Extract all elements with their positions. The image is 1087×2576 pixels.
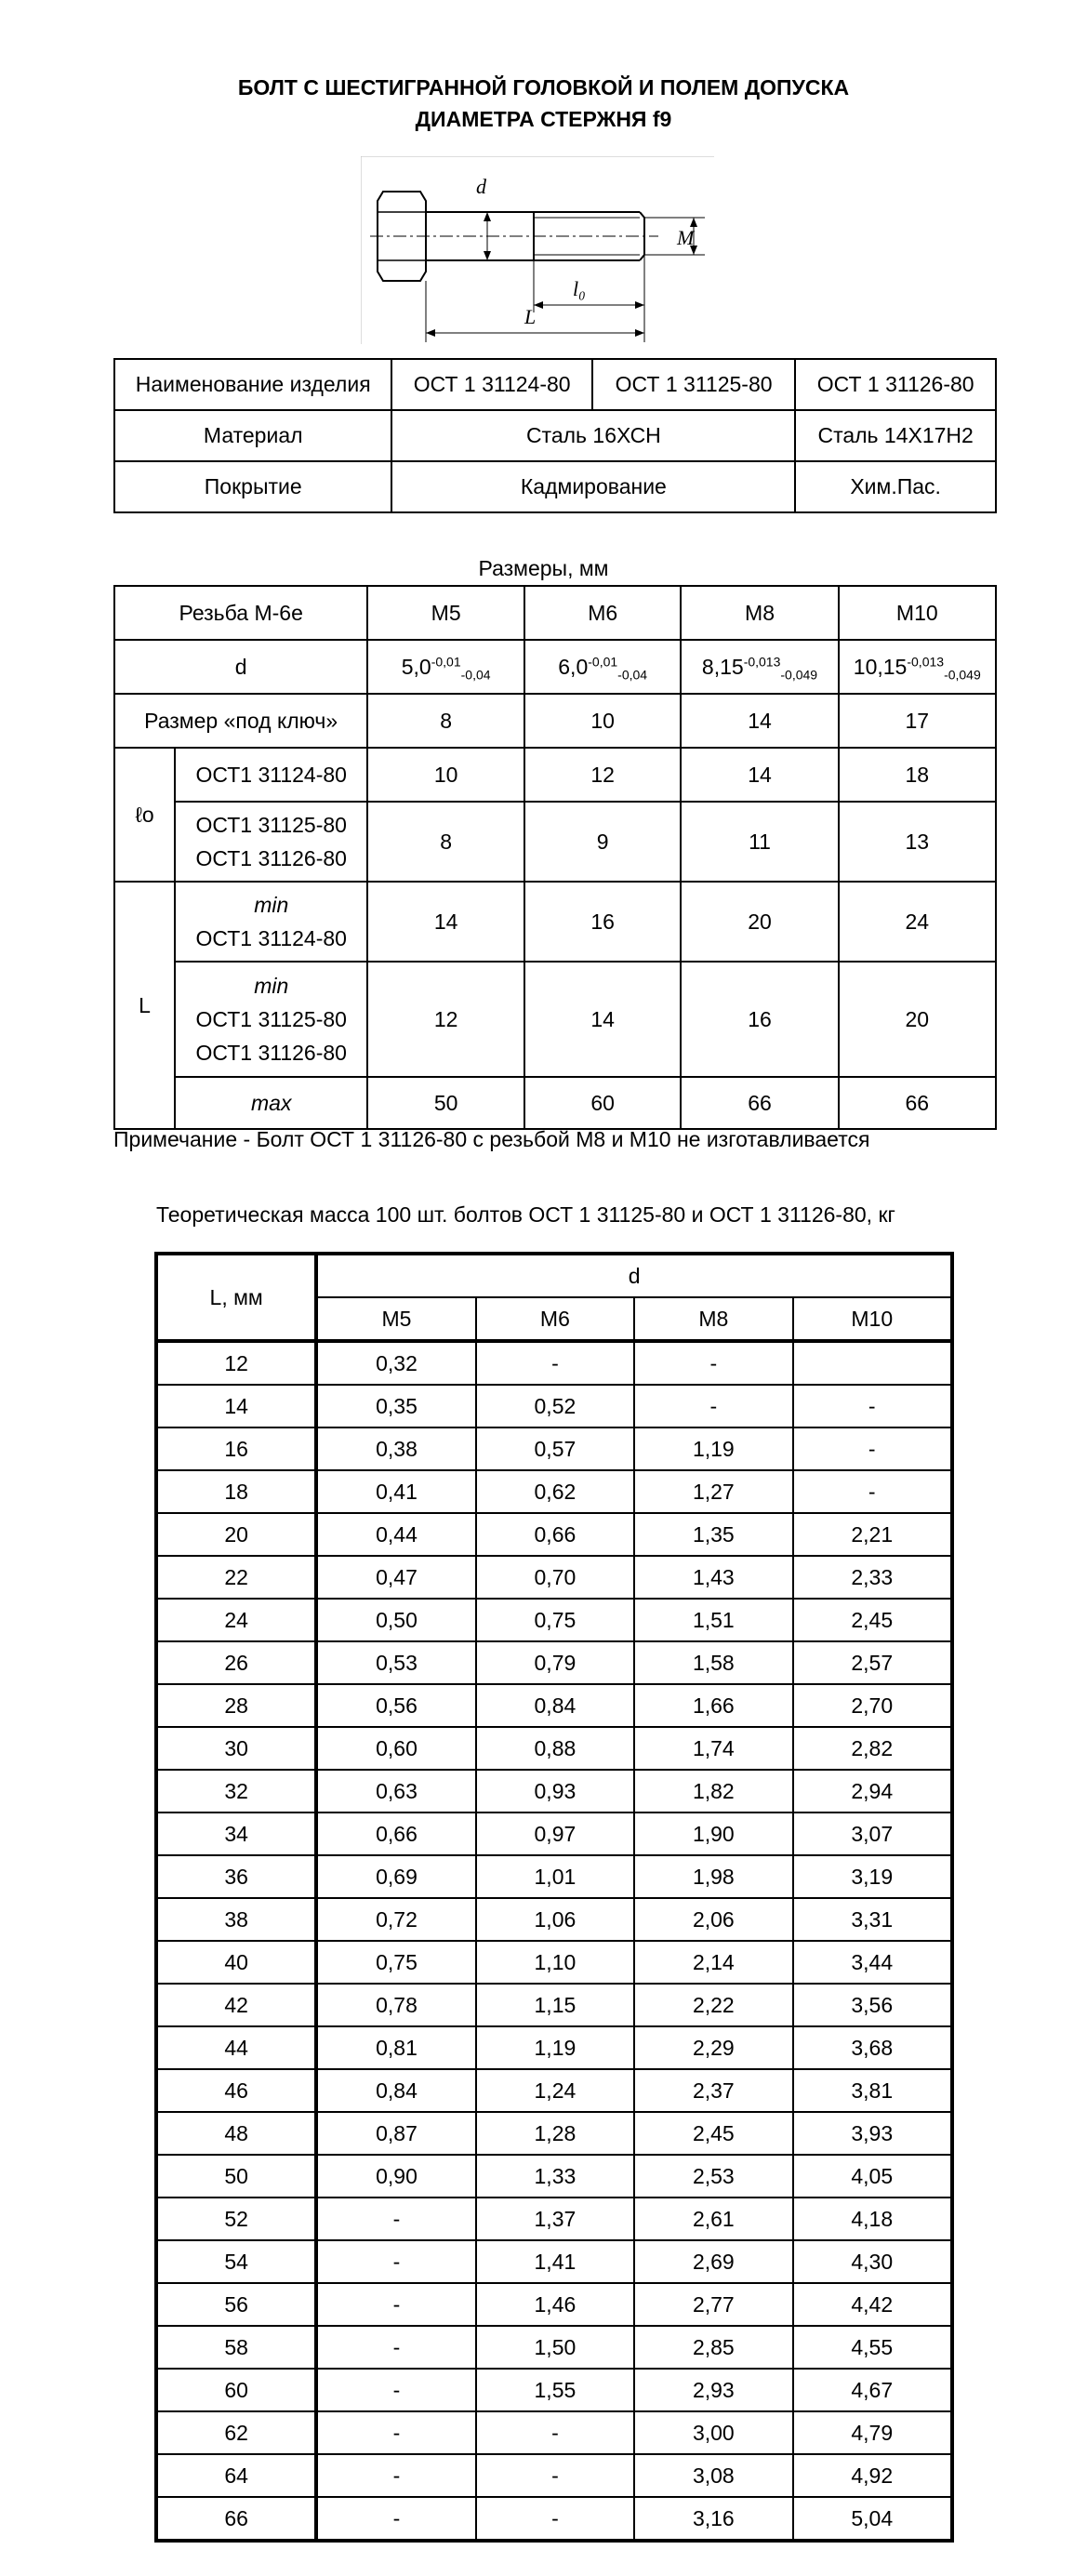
mass-value: 1,55 [476,2369,634,2411]
mass-value: - [476,1341,634,1385]
mass-value: 2,70 [793,1684,952,1727]
table-row [156,2026,952,2069]
mass-value: - [476,2411,634,2454]
row-L-value: 24 [156,1599,316,1641]
mass-value: 0,32 [316,1341,475,1385]
L-value: 12 [367,962,524,1077]
row-L-value: 44 [156,2026,316,2069]
mass-value: - [634,1385,792,1427]
mass-value: - [316,2497,475,2541]
mass-value: - [316,2411,475,2454]
document-title-line-2: ДИАМЕТРА СТЕРЖНЯ f9 [415,107,672,131]
key-size-label: Размер «под ключ» [114,694,367,748]
d-label: d [114,640,367,694]
row-L-value: 14 [156,1385,316,1427]
L-value: 66 [681,1077,838,1129]
mass-value: 0,60 [316,1727,475,1770]
table-row [156,1941,952,1984]
sizes-table [113,585,997,1130]
table-row [156,2155,952,2198]
mass-value: 1,24 [476,2069,634,2112]
row-L-value: 50 [156,2155,316,2198]
mass-value: 1,06 [476,1898,634,1941]
mass-value: 3,31 [793,1898,952,1941]
mass-value: 0,56 [316,1684,475,1727]
mass-value: 0,72 [316,1898,475,1941]
table-row [156,1513,952,1556]
l0-row-label: ОСТ1 31125-80 ОСТ1 31126-80 [175,802,367,882]
d-value-m8: $8,15^{-0,013}_{-0,049}$ [681,640,838,694]
row-L-value: 46 [156,2069,316,2112]
mass-value: 3,19 [793,1855,952,1898]
mass-value: 3,68 [793,2026,952,2069]
mass-value: 2,22 [634,1984,792,2026]
mass-value: 0,38 [316,1427,475,1470]
mass-value: 1,15 [476,1984,634,2026]
mass-value: 4,05 [793,2155,952,2198]
mass-value: 0,97 [476,1812,634,1855]
material-a: Сталь 16ХСН [391,410,795,461]
row-L-value: 60 [156,2369,316,2411]
row-L-value: 62 [156,2411,316,2454]
mass-value: 0,53 [316,1641,475,1684]
key-size-m8: 14 [681,694,838,748]
L-value: 60 [524,1077,682,1129]
l0-label: ℓo [114,748,175,882]
coating-a: Кадмирование [391,461,795,512]
mass-value: - [634,1341,792,1385]
table-row [156,1641,952,1684]
mass-value: - [316,2326,475,2369]
L-value: 20 [681,882,838,962]
key-size-m10: 17 [839,694,996,748]
table-row [156,1556,952,1599]
mass-value: 2,06 [634,1898,792,1941]
bolt-drawing [361,156,714,344]
table-row [156,2069,952,2112]
mass-value: 2,29 [634,2026,792,2069]
mass-value: 1,27 [634,1470,792,1513]
mass-value: 0,79 [476,1641,634,1684]
coating-label: Покрытие [114,461,391,512]
document-title-line-1: БОЛТ С ШЕСТИГРАННОЙ ГОЛОВКОЙ И ПОЛЕМ ДОПУСКА [237,75,850,100]
mass-value: 2,45 [634,2112,792,2155]
mass-value: 0,47 [316,1556,475,1599]
table-row [156,1385,952,1427]
row-L-value: 54 [156,2240,316,2283]
mass-value: 1,43 [634,1556,792,1599]
table-row [156,2112,952,2155]
row-L-value: 30 [156,1727,316,1770]
mass-value: 0,84 [476,1684,634,1727]
row-L-value: 32 [156,1770,316,1812]
mass-value: 3,08 [634,2454,792,2497]
l0-value: 8 [367,802,524,882]
mass-value: 0,93 [476,1770,634,1812]
material-label: Материал [114,410,391,461]
mass-value [793,1341,952,1385]
mass-value: 4,55 [793,2326,952,2369]
thread-m5: М5 [367,586,524,640]
mass-value: 4,42 [793,2283,952,2326]
table-row [156,2369,952,2411]
mass-value: 0,75 [316,1941,475,1984]
mass-value: 1,50 [476,2326,634,2369]
product-3: ОСТ 1 31126-80 [795,359,996,410]
L-header: L, мм [156,1254,316,1341]
mass-value: 1,66 [634,1684,792,1727]
table-row [156,2198,952,2240]
mass-value: 2,77 [634,2283,792,2326]
mass-value: - [793,1470,952,1513]
table-row [156,1855,952,1898]
row-L-value: 52 [156,2198,316,2240]
mass-value: 0,81 [316,2026,475,2069]
mass-value: 2,37 [634,2069,792,2112]
table-row [156,1341,952,1385]
mass-value: 3,56 [793,1984,952,2026]
mass-value: 0,35 [316,1385,475,1427]
label-L: L [524,305,537,328]
mass-table [154,1252,954,2543]
mass-value: - [316,2240,475,2283]
L-row-label: min ОСТ1 31124-80 [175,882,367,962]
mass-value: 3,00 [634,2411,792,2454]
mass-value: 4,79 [793,2411,952,2454]
mass-value: - [316,2198,475,2240]
key-size-m5: 8 [367,694,524,748]
thread-label: Резьба М-6е [114,586,367,640]
table-row [156,1812,952,1855]
mass-value: - [793,1385,952,1427]
label-d: d [476,175,486,198]
mass-value: 2,53 [634,2155,792,2198]
mass-value: 0,90 [316,2155,475,2198]
L-value: 20 [839,962,996,1077]
mass-value: 1,19 [476,2026,634,2069]
mass-value: 1,82 [634,1770,792,1812]
mass-value: 1,33 [476,2155,634,2198]
mass-value: 1,37 [476,2198,634,2240]
d-header: d [316,1254,952,1297]
mass-value: 1,51 [634,1599,792,1641]
table-row [156,1984,952,2026]
row-L-value: 16 [156,1427,316,1470]
row-L-value: 36 [156,1855,316,1898]
mass-value: 0,69 [316,1855,475,1898]
mass-value: 0,63 [316,1770,475,1812]
mass-value: 0,66 [316,1812,475,1855]
mass-value: 0,70 [476,1556,634,1599]
sizes-caption: Размеры, мм [478,556,609,580]
table-row [156,2411,952,2454]
material-b: Сталь 14Х17Н2 [795,410,996,461]
row-L-value: 22 [156,1556,316,1599]
key-size-m6: 10 [524,694,682,748]
mass-value: 0,50 [316,1599,475,1641]
d-value-m5: $5,0^{-0,01}_{-0,04}$ [367,640,524,694]
mass-value: 4,92 [793,2454,952,2497]
L-value: 16 [681,962,838,1077]
mass-value: 2,85 [634,2326,792,2369]
l0-value: 18 [839,748,996,802]
L-value: 14 [367,882,524,962]
mass-value: 3,16 [634,2497,792,2541]
mass-value: 0,44 [316,1513,475,1556]
col-header-m6: М6 [476,1297,634,1341]
mass-value: 5,04 [793,2497,952,2541]
col-header-m5: М5 [316,1297,475,1341]
mass-value: - [476,2454,634,2497]
mass-value: 4,18 [793,2198,952,2240]
thread-m6: М6 [524,586,682,640]
mass-value: 0,78 [316,1984,475,2026]
mass-value: - [316,2283,475,2326]
mass-value: - [316,2454,475,2497]
l0-value: 10 [367,748,524,802]
product-2: ОСТ 1 31125-80 [592,359,795,410]
label-l0: l₀ [573,277,586,300]
mass-value: 2,61 [634,2198,792,2240]
label-M: M [677,226,695,249]
note: Примечание - Болт ОСТ 1 31126-80 с резьбой М8 и М10 не изготавливается [113,1127,870,1151]
L-value: 14 [524,962,682,1077]
mass-value: 0,84 [316,2069,475,2112]
row-L-value: 38 [156,1898,316,1941]
table-row [156,1427,952,1470]
mass-value: - [793,1427,952,1470]
row-L-value: 56 [156,2283,316,2326]
row-L-value: 18 [156,1470,316,1513]
mass-value: 1,98 [634,1855,792,1898]
mass-value: 0,88 [476,1727,634,1770]
mass-value: 2,33 [793,1556,952,1599]
l0-value: 11 [681,802,838,882]
mass-value: 1,58 [634,1641,792,1684]
mass-value: 0,62 [476,1470,634,1513]
mass-value: 2,45 [793,1599,952,1641]
row-L-value: 34 [156,1812,316,1855]
mass-value: 1,74 [634,1727,792,1770]
mass-value: 4,67 [793,2369,952,2411]
mass-value: 0,75 [476,1599,634,1641]
table-row [156,1684,952,1727]
col-header-m8: М8 [634,1297,792,1341]
col-header-m10: М10 [793,1297,952,1341]
mass-value: 0,41 [316,1470,475,1513]
mass-value: 2,21 [793,1513,952,1556]
row-L-value: 28 [156,1684,316,1727]
l0-value: 9 [524,802,682,882]
l0-row-label: ОСТ1 31124-80 [175,748,367,802]
row-L-value: 58 [156,2326,316,2369]
mass-value: 1,90 [634,1812,792,1855]
row-L-value: 40 [156,1941,316,1984]
row-L-value: 66 [156,2497,316,2541]
d-value-m10: $10,15^{-0,013}_{-0,049}$ [839,640,996,694]
table-row [156,1727,952,1770]
table-row [156,2326,952,2369]
table-row [156,2283,952,2326]
L-row-label: max [175,1077,367,1129]
table-row [156,2240,952,2283]
row-L-value: 64 [156,2454,316,2497]
L-value: 66 [839,1077,996,1129]
mass-value: 2,14 [634,1941,792,1984]
mass-value: 2,94 [793,1770,952,1812]
row-L-value: 20 [156,1513,316,1556]
table-row [156,1898,952,1941]
l0-value: 12 [524,748,682,802]
mass-value: - [476,2497,634,2541]
mass-value: 1,46 [476,2283,634,2326]
mass-value: 3,93 [793,2112,952,2155]
table-row [156,2454,952,2497]
mass-value: 0,52 [476,1385,634,1427]
table-row [156,1770,952,1812]
mass-value: 2,82 [793,1727,952,1770]
row-L-value: 26 [156,1641,316,1684]
mass-value: 1,35 [634,1513,792,1556]
mass-caption: Теоретическая масса 100 шт. болтов ОСТ 1 31125-80 и ОСТ 1 31126-80, кг [156,1202,895,1227]
product-name-label: Наименование изделия [114,359,391,410]
thread-m8: М8 [681,586,838,640]
mass-table-body [156,1341,952,2541]
L-row-label: min ОСТ1 31125-80 ОСТ1 31126-80 [175,962,367,1077]
thread-m10: М10 [839,586,996,640]
mass-value: 0,87 [316,2112,475,2155]
mass-value: 1,01 [476,1855,634,1898]
mass-value: 4,30 [793,2240,952,2283]
row-L-value: 12 [156,1341,316,1385]
L-label: L [114,882,175,1129]
l0-value: 13 [839,802,996,882]
table-row [156,1599,952,1641]
mass-value: 3,44 [793,1941,952,1984]
table-row [156,2497,952,2541]
spec-table [113,358,997,513]
row-L-value: 42 [156,1984,316,2026]
mass-value: 1,41 [476,2240,634,2283]
l0-value: 14 [681,748,838,802]
mass-value: 0,57 [476,1427,634,1470]
mass-value: 1,19 [634,1427,792,1470]
mass-value: 2,69 [634,2240,792,2283]
coating-b: Хим.Пас. [795,461,996,512]
product-1: ОСТ 1 31124-80 [391,359,591,410]
L-value: 16 [524,882,682,962]
mass-value: 1,10 [476,1941,634,1984]
mass-value: 3,07 [793,1812,952,1855]
L-value: 50 [367,1077,524,1129]
mass-value: 3,81 [793,2069,952,2112]
row-L-value: 48 [156,2112,316,2155]
table-row [156,1470,952,1513]
mass-value: 2,93 [634,2369,792,2411]
mass-value: 0,66 [476,1513,634,1556]
mass-value: - [316,2369,475,2411]
mass-value: 1,28 [476,2112,634,2155]
d-value-m6: $6,0^{-0,01}_{-0,04}$ [524,640,682,694]
L-value: 24 [839,882,996,962]
mass-value: 2,57 [793,1641,952,1684]
